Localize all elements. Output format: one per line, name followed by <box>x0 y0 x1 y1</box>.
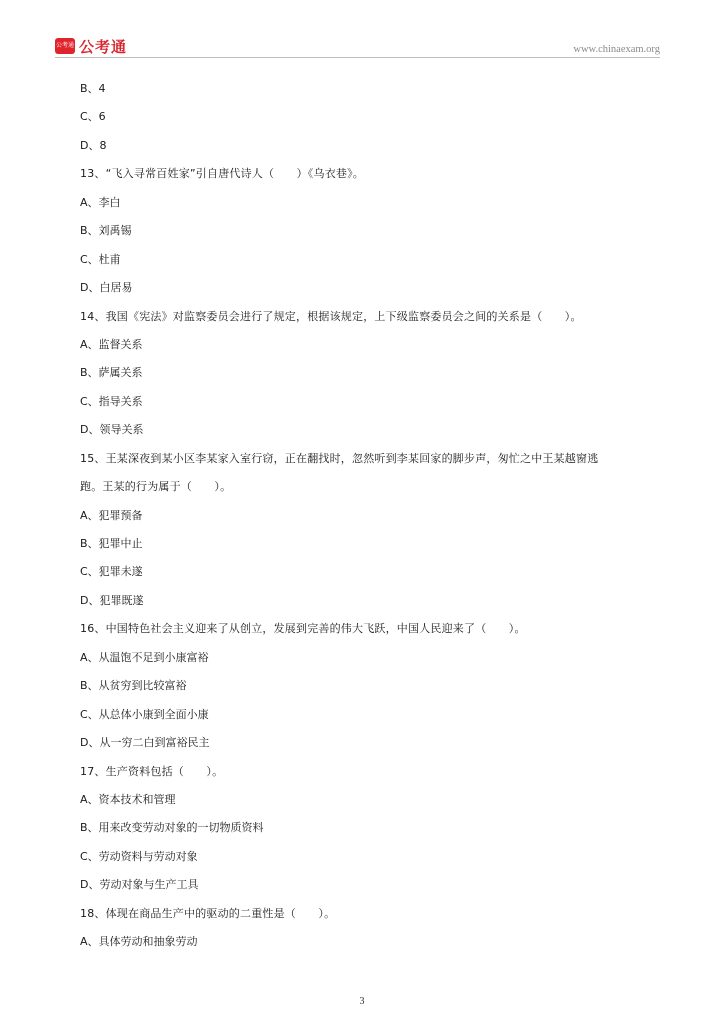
answer-option: B、萨属关系 <box>80 366 143 380</box>
answer-option: A、具体劳动和抽象劳动 <box>80 935 198 949</box>
page-header <box>0 0 724 62</box>
answer-option: C、劳动资料与劳动对象 <box>80 849 198 863</box>
question-text: 14、我国《宪法》对监察委员会进行了规定，根据该规定，上下级监察委员会之间的关系是（ ）。 <box>80 309 582 323</box>
answer-option: D、白居易 <box>80 281 133 295</box>
header-divider <box>55 57 660 58</box>
answer-option: A、监督关系 <box>80 337 143 351</box>
answer-option: B、从贫穷到比较富裕 <box>80 679 187 693</box>
answer-option: D、劳动对象与生产工具 <box>80 878 199 892</box>
answer-option: A、李白 <box>80 195 121 209</box>
site-url-link[interactable]: www.chinaexam.org <box>573 44 660 55</box>
question-text: 17、生产资料包括（ ）。 <box>80 764 224 778</box>
answer-option: B、4 <box>80 82 106 95</box>
answer-option: C、指导关系 <box>80 394 143 408</box>
question-text: 16、中国特色社会主义迎来了从创立，发展到完善的伟大飞跃，中国人民迎来了（ ）。 <box>80 622 526 636</box>
logo-text: 公考通 <box>79 37 128 56</box>
answer-option: D、8 <box>80 138 107 152</box>
answer-option: D、领导关系 <box>80 423 144 437</box>
answer-option: C、6 <box>80 110 106 124</box>
brand-logo[interactable] <box>55 36 127 56</box>
answer-option: C、从总体小康到全面小康 <box>80 707 209 721</box>
answer-option: A、犯罪预备 <box>80 508 143 522</box>
answer-option: B、刘禹锡 <box>80 224 132 238</box>
question-text: 18、体现在商品生产中的驱动的二重性是（ ）。 <box>80 906 336 920</box>
answer-option: A、从温饱不足到小康富裕 <box>80 650 209 664</box>
question-text: 13、“飞入寻常百姓家”引自唐代诗人（ ）《乌衣巷》。 <box>80 167 364 181</box>
question-text: 15、王某深夜到某小区李某家入室行窃，正在翻找时，忽然听到李某回家的脚步声，匆忙之中王某越窗逃 <box>80 451 599 465</box>
question-text: 跑。王某的行为属于（ ）。 <box>80 480 232 494</box>
answer-option: B、犯罪中止 <box>80 537 143 550</box>
answer-option: A、资本技术和管理 <box>80 792 176 806</box>
answer-option: C、犯罪未遂 <box>80 565 143 579</box>
document-body <box>80 78 680 960</box>
page-number: 3 <box>359 996 365 1007</box>
answer-option: D、从一穷二白到富裕民主 <box>80 736 210 750</box>
answer-option: B、用来改变劳动对象的一切物质资料 <box>80 821 264 835</box>
answer-option: C、杜甫 <box>80 252 121 266</box>
logo-badge-icon: 公考通 <box>55 38 75 54</box>
answer-option: D、犯罪既遂 <box>80 593 144 607</box>
